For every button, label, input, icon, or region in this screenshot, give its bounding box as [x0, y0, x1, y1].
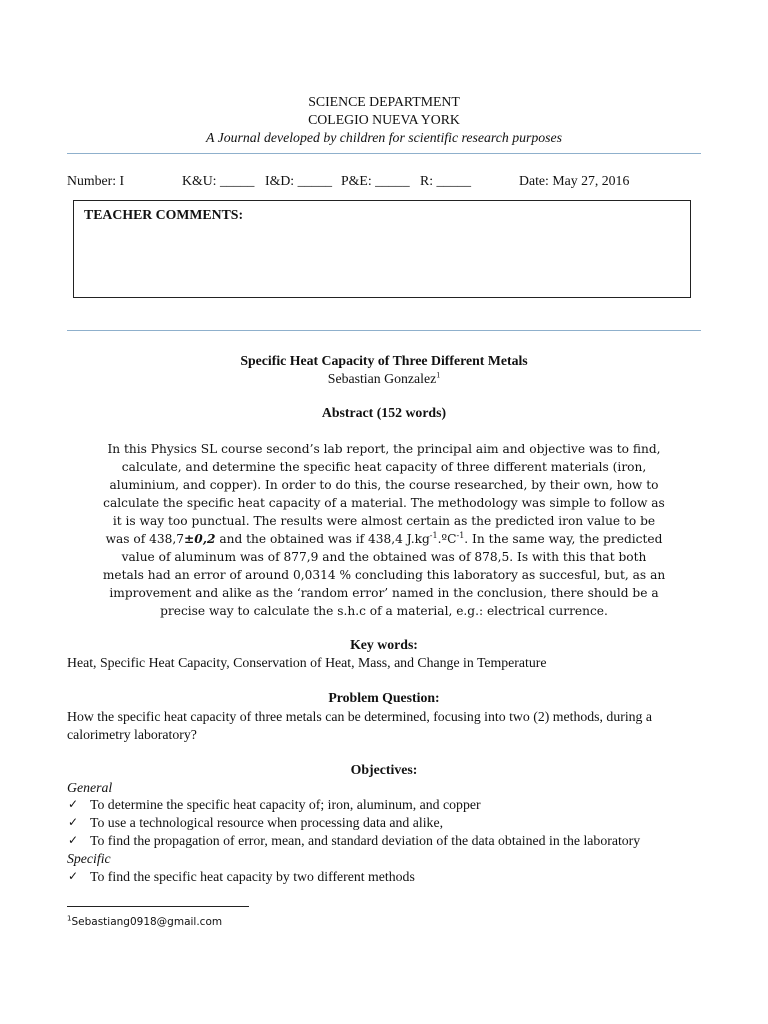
- checkmark-icon: ✓: [68, 815, 79, 829]
- abstract-part: .ºC: [437, 532, 457, 546]
- paper-author: [0, 370, 768, 388]
- objective-text: To find the propagation of error, mean, and standard deviation of the data obtained in the laboratory: [90, 833, 641, 848]
- specific-objectives-label: Specific: [67, 851, 111, 866]
- abstract-text: [100, 440, 668, 620]
- footnote-email: Sebastiang0918@gmail.com: [71, 916, 223, 928]
- grade-pe: P&E: _____: [341, 173, 410, 188]
- journal-header: [0, 93, 768, 147]
- report-number: Number: I: [67, 173, 125, 188]
- comments-divider: [67, 330, 701, 331]
- footnote-divider: [67, 906, 249, 907]
- paper-title: Specific Heat Capacity of Three Different Metals: [240, 353, 528, 368]
- grade-id: I&D: _____: [265, 173, 333, 188]
- abstract-heading: Abstract (152 words): [321, 405, 447, 420]
- problem-heading: Problem Question:: [328, 690, 440, 705]
- unit-exponent: -1: [429, 530, 438, 540]
- abstract-part: . In the same way, the predicted value of aluminum was of 877,9 and the obtained was of 878,5. Is with this that both metals had an error of around 0,0314 % concluding this laboratory as succesful, but, as an improvement and alike as the ‘random error’ named in the conclusion, there should be a precise way to calculate the s.h.c of a material, e.g.: electrical currence.: [102, 532, 666, 618]
- objective-text: To determine the specific heat capacity of; iron, aluminum, and copper: [90, 797, 481, 812]
- keywords-heading: Key words:: [350, 637, 418, 652]
- journal-subtitle: A Journal developed by children for scientific research purposes: [205, 130, 563, 145]
- general-objectives-label: General: [67, 780, 113, 795]
- abstract-part: and the obtained was if 438,4 J.kg: [215, 532, 430, 546]
- unit-exponent: -1: [456, 530, 465, 540]
- grade-r: R: _____: [420, 173, 471, 188]
- teacher-comments-box: [73, 200, 691, 298]
- report-date: Date: May 27, 2016: [519, 173, 630, 188]
- teacher-comments-label: TEACHER COMMENTS:: [84, 207, 244, 222]
- keywords-text: Heat, Specific Heat Capacity, Conservation of Heat, Mass, and Change in Temperature: [67, 655, 547, 670]
- checkmark-icon: ✓: [68, 869, 79, 883]
- paper-title-block: [0, 352, 768, 388]
- header-divider: [67, 153, 701, 154]
- problem-text: How the specific heat capacity of three metals can be determined, focusing into two (2) methods, during a calorimetry laboratory?: [67, 709, 653, 742]
- footnote-number: 1: [67, 914, 72, 923]
- author-footnote-ref: 1: [436, 370, 441, 380]
- grades-row: [67, 173, 707, 191]
- objectives-heading: Objectives:: [350, 762, 418, 777]
- grade-ku: K&U: _____: [182, 173, 255, 188]
- department-name: SCIENCE DEPARTMENT: [308, 94, 460, 109]
- footnote: [67, 916, 222, 928]
- objective-text: To use a technological resource when processing data and alike,: [90, 815, 444, 830]
- author-name: Sebastian Gonzalez: [327, 371, 437, 386]
- school-name: COLEGIO NUEVA YORK: [308, 112, 460, 127]
- checkmark-icon: ✓: [68, 797, 79, 811]
- objective-text: To find the specific heat capacity by two different methods: [90, 869, 415, 884]
- checkmark-icon: ✓: [68, 833, 79, 847]
- abstract-part: In this Physics SL course second’s lab report, the principal aim and objective was to find, calculate, and determine the specific heat capacity of three different materials (iron, aluminium, and copper). In order to do this, the course researched, by their own, how to calculate the specific heat capacity of a material. The methodology was simple to follow as it is way too punctual. The results were almost certain as the predicted iron value to be was of 438,7: [103, 442, 665, 546]
- abstract-uncertainty: ±0,2: [184, 532, 216, 546]
